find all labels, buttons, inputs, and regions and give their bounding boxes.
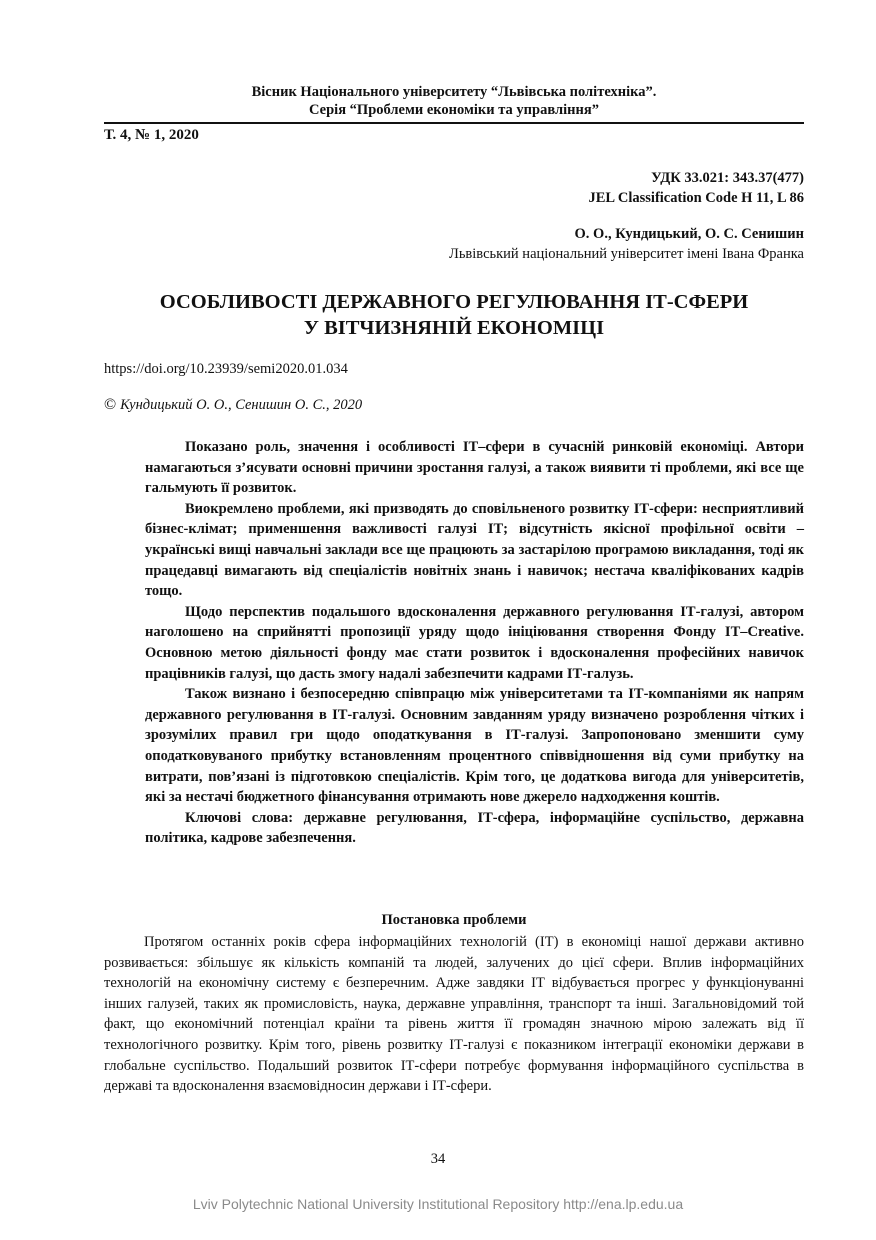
keywords-list: державне регулювання, ІТ-сфера, інформаційне суспільство, державна політика, кадрове забезпечення.	[145, 809, 804, 847]
udc-code: УДК 33.021: 343.37(477)	[651, 170, 804, 186]
journal-title: Вісник Національного університету “Львівська політехніка”.	[251, 84, 657, 100]
page-number: 34	[430, 1151, 446, 1167]
jel-code: JEL Classification Code H 11, L 86	[588, 190, 804, 206]
copyright-line	[104, 396, 362, 414]
repository-footer: Lviv Polytechnic National University Institutional Repository http://ena.lp.edu.ua	[192, 1196, 684, 1212]
section-heading: Постановка проблеми	[381, 912, 527, 928]
classification-codes	[588, 168, 804, 208]
volume-issue: Т. 4, № 1, 2020	[104, 127, 199, 143]
journal-header	[104, 83, 804, 119]
abstract	[145, 437, 804, 849]
authors: О. О., Кундицький, О. С. Сенишин	[574, 226, 804, 242]
journal-series: Серія “Проблеми економіки та управління”	[309, 102, 599, 118]
article-title	[104, 289, 804, 341]
copyright-icon: ©	[104, 396, 117, 413]
title-line-2: У ВІТЧИЗНЯНІЙ ЕКОНОМІЦІ	[303, 317, 605, 339]
section-body	[104, 932, 804, 1097]
keywords-label: Ключові слова:	[185, 809, 294, 826]
header-rule	[104, 122, 804, 124]
body-paragraph: Протягом останніх років сфера інформаційних технологій (ІТ) в економіці нашої держави активно розвивається: збільшує як кількість компаній та людей, залучених до цієї сфери. Вплив інформаційних технологій на економічну систему є безперечним. Адже завдяки ІТ відбувається прогрес у функціонуванні інших галузей, таких як промисловість, наука, державне управління, транспорт та інші. Загальновідомий той факт, що економічний потенціал країни та рівень життя її громадян значною мірою залежать від її технологічного розвитку. Крім того, рівень розвитку ІТ-галузі є показником інтеграції економіки держави в глобальне суспільство. Подальший розвиток ІТ-сфери потребує формування інформаційного суспільства в державі та вдосконалення взаємовідносин держави і ІТ-сфери.	[104, 934, 804, 1095]
keywords	[145, 808, 804, 849]
copyright-holders: Кундицький О. О., Сенишин О. С., 2020	[120, 397, 363, 413]
abstract-paragraph-3: Щодо перспектив подальшого вдосконалення державного регулювання ІТ-галузі, автором наголошено на сприйнятті пропозиції уряду щодо ініціювання створення Фонду ІТ–Creative. Основною метою діяльності фонду має стати розвиток і вдосконалення професійних навичок працівників галузі, що дасть змогу надалі забезпечити кадрами ІТ-галузь.	[145, 603, 804, 682]
title-line-1: ОСОБЛИВОСТІ ДЕРЖАВНОГО РЕГУЛЮВАННЯ ІТ-СФЕРИ	[159, 291, 749, 313]
doi-link[interactable]: https://doi.org/10.23939/semi2020.01.034	[104, 361, 348, 377]
abstract-paragraph-4: Також визнано і безпосередню співпрацю між університетами та ІТ-компаніями як напрям державного регулювання в ІТ-галузі. Основним завданням уряду визначено розроблення чітких і зрозумілих правил гри щодо оподаткування в ІТ-галузі. Запропоновано зменшити суму оподатковуваного прибутку встановленням процентного співвідношення від суми прибутку на витрати, пов’язані із підготовкою спеціалістів. Крім того, це додаткова вигода для університетів, які за нестачі бюджетного фінансування отримають нове джерело надходження коштів.	[145, 686, 804, 806]
affiliation: Львівський національний університет імені Івана Франка	[448, 246, 804, 262]
abstract-paragraph-2: Виокремлено проблеми, які призводять до сповільненого розвитку ІТ-сфери: несприятливий бізнес-клімат; применшення важливості галузі ІТ; відсутність якісної профільної освіти – українські вищі навчальні заклади все ще працюють за застарілою програмою викладання, тоді як працедавці вимагають від спеціалістів новітніх знань і навичок; нестача кваліфікованих кадрів тощо.	[145, 500, 804, 600]
abstract-paragraph-1: Показано роль, значення і особливості ІТ–сфери в сучасній ринковій економіці. Автори намагаються з’ясувати основні причини зростання галузі, а також виявити ті проблеми, які все ще гальмують її розвиток.	[145, 439, 804, 497]
